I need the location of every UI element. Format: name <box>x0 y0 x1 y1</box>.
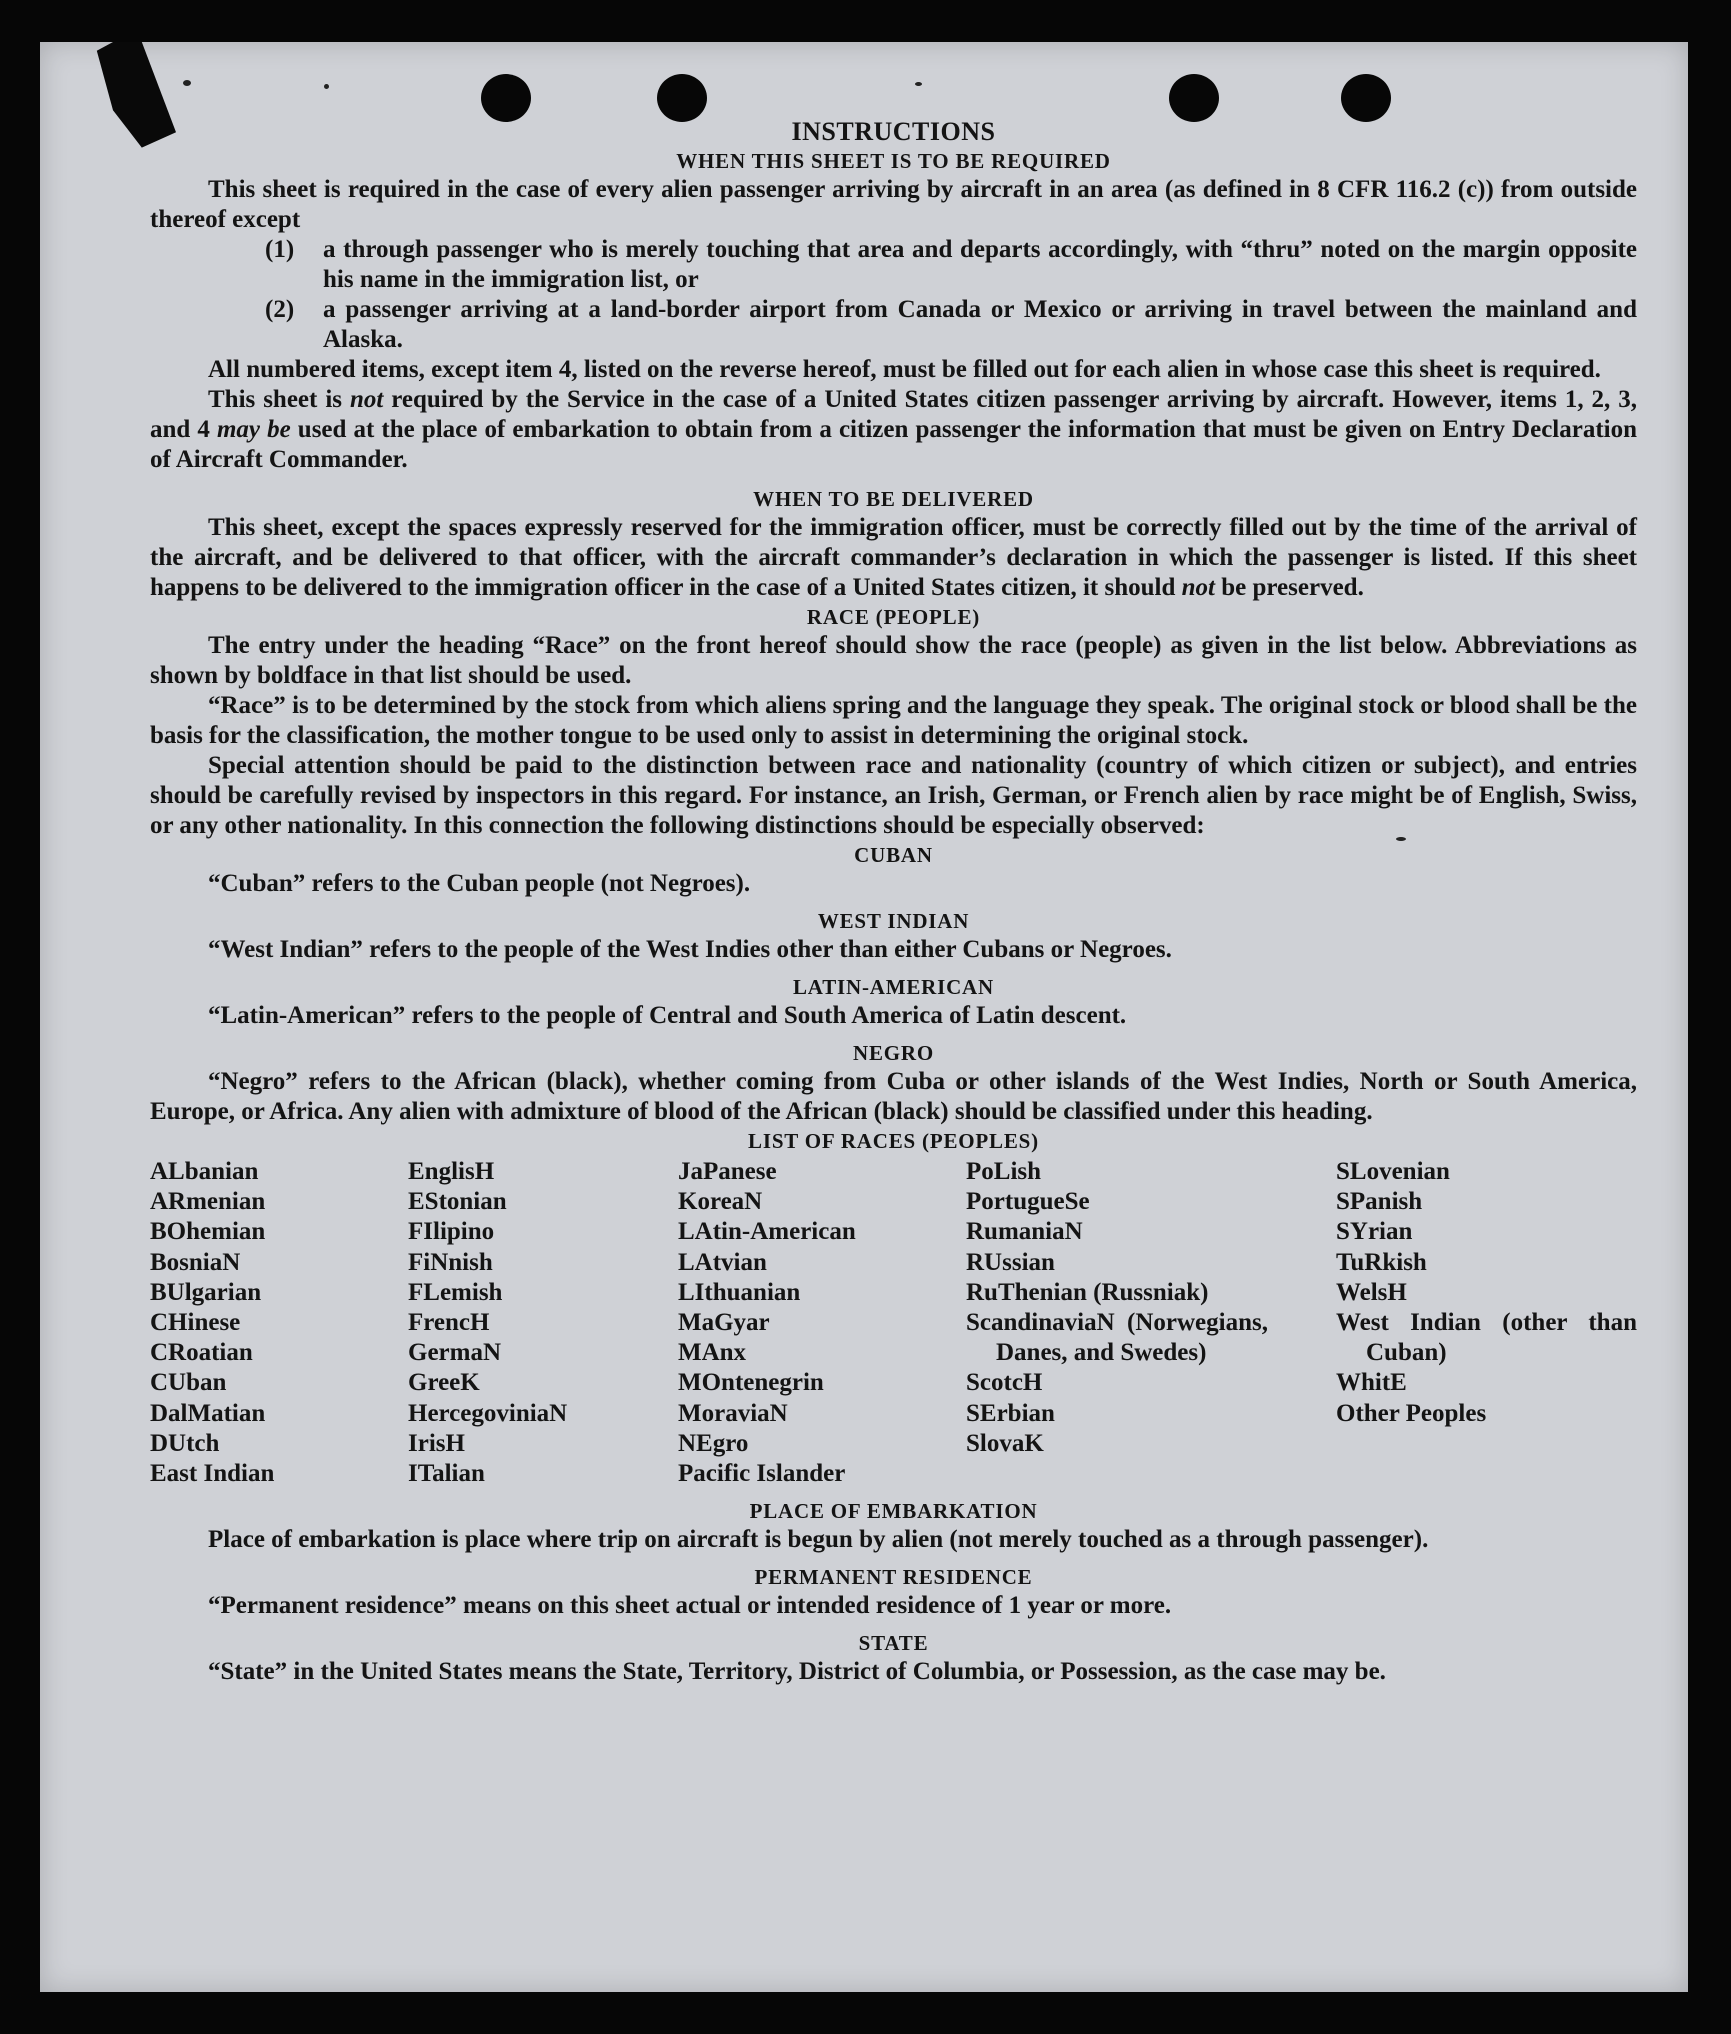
ink-fleck <box>324 84 329 89</box>
section-heading-permanent-residence: PERMANENT RESIDENCE <box>754 1565 1033 1589</box>
when-delivered-text-a: This sheet, except the spaces expressly reserved for the immigration officer, must be correctly filled out by the time of the arrival of the aircraft, and be delivered to that officer, with the aircraft commander’s declaration in which the passenger is listed. If this sheet happens to be delivered to the immigration officer in the case of a United States citizen, it should <box>150 514 1637 601</box>
races-column-3 <box>678 1157 958 1489</box>
race-entry: SYrian <box>1336 1218 1413 1246</box>
race-entry: LAtin-American <box>678 1218 856 1246</box>
race-entry: EStonian <box>408 1188 507 1216</box>
race-entry: MaGyar <box>678 1309 770 1337</box>
race-entry: SLovenian <box>1336 1158 1450 1185</box>
race-paragraph-2: “Race” is to be determined by the stock from which aliens spring and the language they speak. The original stock or blood shall be the basis for the classification, the mother tongue to be used only to assist in determining the original stock. <box>150 692 1637 749</box>
negro-definition: “Negro” refers to the African (black), whether coming from Cuba or other islands of the West Indies, North or South America, Europe, or Africa. Any alien with admixture of blood of the African (black) should be classified under this heading. <box>150 1068 1637 1125</box>
race-entry: BosniaN <box>150 1248 241 1276</box>
permanent-residence-definition: “Permanent residence” means on this sheet actual or intended residence of 1 year or more. <box>208 1592 1172 1619</box>
instructions-content <box>150 117 1637 1687</box>
when-delivered-text-b: be preserved. <box>1215 574 1364 601</box>
race-paragraph-1: The entry under the heading “Race” on the front hereof should show the race (people) as given in the list below. Abbreviations as shown by boldface in that list should be used. <box>150 632 1637 689</box>
exception-number: (2) <box>265 296 295 323</box>
race-entry: RUssian <box>966 1248 1055 1276</box>
race-entry: CHinese <box>150 1309 241 1337</box>
section-heading-when-delivered: WHEN TO BE DELIVERED <box>753 487 1034 511</box>
when-delivered-text-not: not <box>1181 574 1215 601</box>
races-column-1 <box>150 1157 400 1489</box>
citizen-text-not: not <box>349 386 384 413</box>
race-entry: GermaN <box>408 1339 502 1367</box>
race-entry: WhitE <box>1336 1369 1407 1397</box>
citizen-text-maybe: may be <box>216 416 291 443</box>
section-heading-cuban: CUBAN <box>854 843 933 867</box>
race-entry: BUlgarian <box>150 1278 262 1306</box>
exception-text: a passenger arriving at a land-border airport from Canada or Mexico or arriving in travel between the mainland and Alaska. <box>323 296 1637 353</box>
ink-fleck <box>183 80 191 86</box>
race-entry: IrisH <box>408 1429 465 1457</box>
race-entry: ScandinaviaN (Norwegians, Danes, and Swedes) <box>966 1309 1268 1367</box>
race-entry: Pacific Islander <box>678 1460 846 1488</box>
race-entry: SlovaK <box>966 1429 1044 1457</box>
numbered-items-paragraph: All numbered items, except item 4, listed on the reverse hereof, must be filled out for each alien in whose case this sheet is required. <box>208 356 1601 383</box>
race-entry: Other Peoples <box>1336 1399 1487 1427</box>
exception-item-2 <box>150 295 1637 355</box>
race-entry: MoraviaN <box>678 1399 788 1427</box>
west-indian-definition: “West Indian” refers to the people of the West Indies other than either Cubans or Negroes. <box>208 936 1172 963</box>
cuban-definition: “Cuban” refers to the Cuban people (not Negroes). <box>208 870 751 897</box>
when-required-intro <box>150 175 1637 235</box>
race-entry: KoreaN <box>678 1188 763 1216</box>
latin-american-definition: “Latin-American” refers to the people of Central and South America of Latin descent. <box>208 1002 1127 1029</box>
race-entry: DalMatian <box>150 1399 266 1427</box>
race-entry: LIthuanian <box>678 1278 801 1306</box>
race-entry: DUtch <box>150 1429 220 1457</box>
race-entry: TuRkish <box>1336 1248 1427 1276</box>
section-heading-list-of-races: LIST OF RACES (PEOPLES) <box>748 1129 1039 1153</box>
ink-fleck <box>915 82 922 86</box>
race-entry: ScotcH <box>966 1369 1043 1397</box>
race-entry: LAtvian <box>678 1248 767 1276</box>
citizen-text-c: used at the place of embarkation to obtain from a citizen passenger the information that must be given on Entry Declaration of Aircraft Commander. <box>150 416 1638 473</box>
exception-item-1 <box>150 235 1637 295</box>
race-entry: ALbanian <box>150 1158 259 1185</box>
section-heading-latin-american: LATIN-AMERICAN <box>793 975 994 999</box>
race-entry: ARmenian <box>150 1188 266 1216</box>
when-required-intro-text: This sheet is required in the case of every alien passenger arriving by aircraft in an area (as defined in 8 CFR 116.2 (c)) from outside thereof except <box>150 176 1637 233</box>
race-entry: SPanish <box>1336 1188 1423 1216</box>
race-entry: EnglisH <box>408 1158 495 1185</box>
races-column-5 <box>1336 1157 1637 1429</box>
page-title: INSTRUCTIONS <box>791 117 996 146</box>
state-definition: “State” in the United States means the State, Territory, District of Columbia, or Possession, as the case may be. <box>208 1658 1386 1685</box>
race-entry: SErbian <box>966 1399 1055 1427</box>
races-column-4 <box>966 1157 1268 1459</box>
citizen-text-a: This sheet is <box>208 386 350 413</box>
section-heading-place-of-embarkation: PLACE OF EMBARKATION <box>749 1499 1038 1523</box>
punch-hole <box>481 74 531 122</box>
race-entry: HercegoviniaN <box>408 1399 568 1427</box>
race-paragraph-3: Special attention should be paid to the distinction between race and nationality (country of which citizen or subject), and entries should be carefully revised by inspectors in this regard. For instance, an Irish, German, or French alien by race might be of English, Swiss, or any other nationality. In this connection the following distinctions should be especially observed: <box>150 752 1637 839</box>
race-entry: RumaniaN <box>966 1218 1083 1246</box>
race-entry: ITalian <box>408 1460 485 1488</box>
race-entry: West Indian (other than Cuban) <box>1336 1309 1637 1367</box>
place-of-embarkation-definition: Place of embarkation is place where trip on aircraft is begun by alien (not merely touched as a through passenger). <box>208 1526 1429 1553</box>
citizen-paragraph <box>150 385 1637 475</box>
race-entry: MOntenegrin <box>678 1369 824 1397</box>
citizen-text-b: required by the Service in the case of a United States citizen passenger arriving by aircraft. However, items 1, 2, 3, and 4 <box>150 386 1637 443</box>
races-table <box>150 1157 1637 1497</box>
race-entry: WelsH <box>1336 1278 1407 1306</box>
punch-hole <box>1341 74 1391 122</box>
race-entry: PoLish <box>966 1158 1042 1185</box>
exception-text: a through passenger who is merely touching that area and departs accordingly, with “thru” noted on the margin opposite his name in the immigration list, or <box>323 236 1637 293</box>
race-entry: FrencH <box>408 1309 490 1337</box>
when-delivered-paragraph <box>150 513 1637 603</box>
race-entry: BOhemian <box>150 1218 266 1246</box>
race-entry: NEgro <box>678 1429 749 1457</box>
race-entry: CRoatian <box>150 1339 253 1367</box>
race-entry: East Indian <box>150 1460 275 1488</box>
race-entry: FLemish <box>408 1278 503 1306</box>
section-heading-west-indian: WEST INDIAN <box>817 909 970 933</box>
punch-hole <box>1169 74 1219 122</box>
section-heading-when-required: WHEN THIS SHEET IS TO BE REQUIRED <box>676 149 1111 173</box>
race-entry: PortugueSe <box>966 1188 1090 1216</box>
section-heading-state: STATE <box>858 1631 929 1655</box>
race-entry: CUban <box>150 1369 227 1397</box>
race-entry: MAnx <box>678 1339 747 1367</box>
race-entry: FIlipino <box>408 1218 495 1246</box>
section-heading-negro: NEGRO <box>852 1041 934 1065</box>
exception-number: (1) <box>265 236 295 263</box>
punch-hole <box>657 74 707 122</box>
race-entry: RuThenian (Russniak) <box>966 1278 1209 1306</box>
race-entry: FiNnish <box>408 1248 493 1276</box>
race-entry: JaPanese <box>678 1158 777 1185</box>
race-entry: GreeK <box>408 1369 480 1397</box>
section-heading-race: RACE (PEOPLE) <box>806 605 981 629</box>
instruction-sheet <box>40 42 1688 1992</box>
races-column-2 <box>408 1157 668 1489</box>
